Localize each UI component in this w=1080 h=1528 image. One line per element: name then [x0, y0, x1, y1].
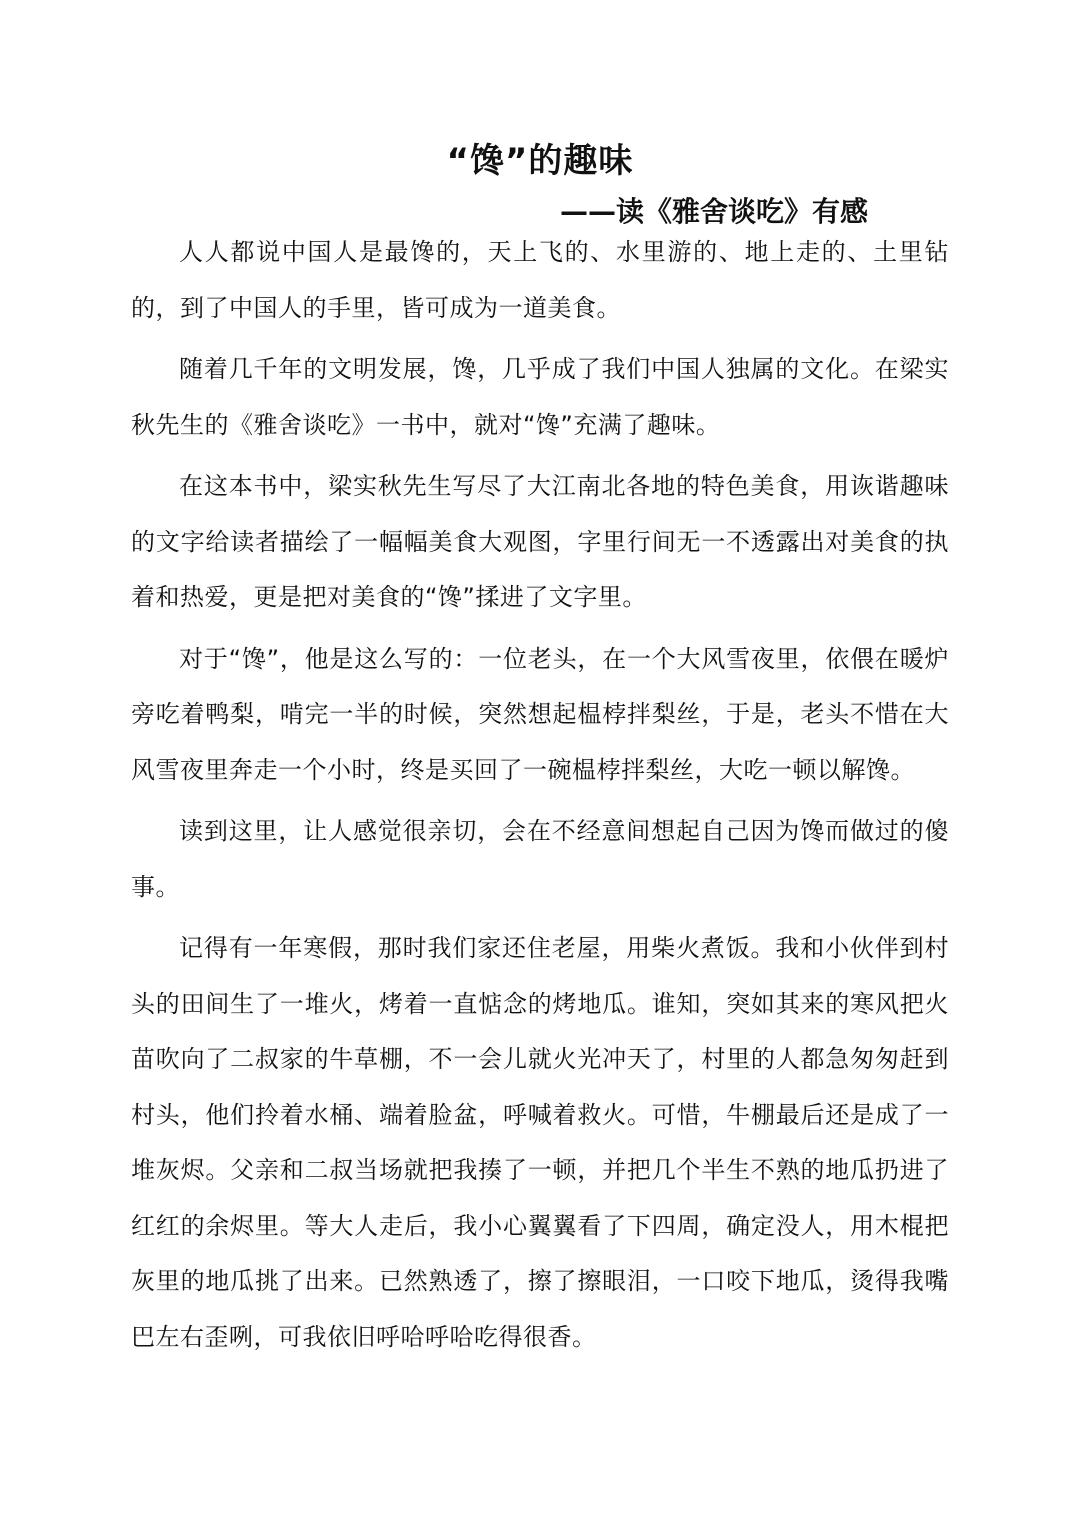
paragraph: 在这本书中，梁实秋先生写尽了大江南北各地的特色美食，用诙谐趣味的文字给读者描绘了一幅幅美食大观图，字里行间无一不透露出对美食的执着和热爱，更是把对美食的“馋”揉进了文字里。 [131, 472, 949, 611]
document-subtitle: ——读《雅舍谈吃》有感 [560, 195, 869, 228]
document-body [131, 225, 949, 1371]
paragraph: 读到这里，让人感觉很亲切，会在不经意间想起自己因为馋而做过的傻事。 [131, 817, 949, 901]
paragraph: 记得有一年寒假，那时我们家还住老屋，用柴火煮饭。我和小伙伴到村头的田间生了一堆火，烤着一直惦念的烤地瓜。谁知，突如其来的寒风把火苗吹向了二叔家的牛草棚，不一会儿就火光冲天了，村里的人都急匆匆赶到村头，他们拎着水桶、端着脸盆，呼喊着救火。可惜，牛棚最后还是成了一堆灰烬。父亲和二叔当场就把我揍了一顿，并把几个半生不熟的地瓜扔进了红红的余烬里。等大人走后，我小心翼翼看了下四周，确定没人，用木棍把灰里的地瓜挑了出来。已然熟透了，擦了擦眼泪，一口咬下地瓜，烫得我嘴巴左右歪咧，可我依旧呼哈呼哈吃得很香。 [131, 934, 949, 1351]
paragraph: 对于“馋”，他是这么写的：一位老头，在一个大风雪夜里，依偎在暖炉旁吃着鸭梨，啃完一半的时候，突然想起榅桲拌梨丝，于是，老头不惜在大风雪夜里奔走一个小时，终是买回了一碗榅桲拌梨丝，大吃一顿以解馋。 [131, 644, 949, 784]
paragraph: 人人都说中国人是最馋的，天上飞的、水里游的、地上走的、土里钻的，到了中国人的手里，皆可成为一道美食。 [131, 238, 949, 322]
document-title: “馋”的趣味 [446, 141, 634, 181]
paragraph: 随着几千年的文明发展，馋，几乎成了我们中国人独属的文化。在梁实秋先生的《雅舍谈吃》一书中，就对“馋”充满了趣味。 [131, 355, 949, 439]
